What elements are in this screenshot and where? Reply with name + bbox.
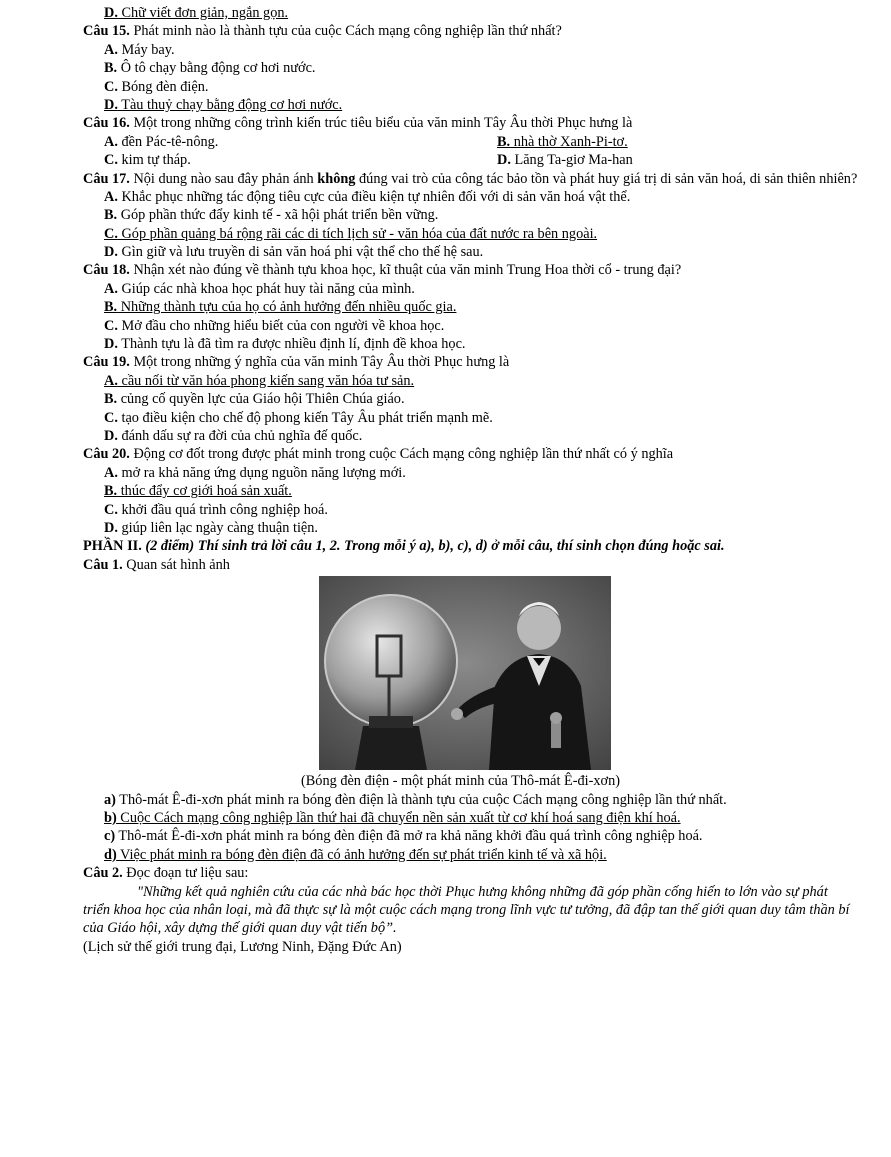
q20-option-a — [0, 464, 891, 482]
q17-option-d — [0, 243, 891, 261]
option-text: Mở đầu cho những hiểu biết của con người về khoa học. — [117, 317, 445, 334]
option-label: C. — [104, 317, 118, 334]
option-label: B. — [104, 60, 118, 77]
option-text: Ô tô chạy bằng động cơ hơi nước. — [117, 60, 316, 77]
option-label: B. — [104, 483, 118, 500]
option-text: Những thành tựu của họ có ảnh hưởng đến nhiều quốc gia. — [117, 299, 457, 316]
option-label: D. — [104, 336, 118, 353]
p2q1-statement-d — [0, 846, 891, 864]
option-text: Thành tựu là đã tìm ra được nhiều định lí, định đề khoa học. — [117, 336, 466, 353]
question-emphasis: không — [317, 170, 356, 187]
part-2-header — [0, 537, 891, 555]
option-label: B. — [104, 391, 118, 408]
statement-label: b) — [104, 809, 117, 826]
statement-text: Cuộc Cách mạng công nghiệp lần thứ hai đã chuyển nền sản xuất từ cơ khí hoá sang điện khí hoá. — [116, 809, 681, 826]
p2q1-statement-c — [0, 827, 891, 845]
q17-option-b — [0, 206, 891, 224]
question-text: Một trong những ý nghĩa của văn minh Tây Âu thời Phục hưng là — [129, 354, 510, 371]
option-text: cầu nối từ văn hóa phong kiến sang văn hóa tư sản. — [117, 372, 415, 389]
q16-option-d — [497, 151, 633, 169]
option-label: C. — [104, 409, 118, 426]
option-label: C. — [104, 225, 118, 242]
option-label: D. — [497, 152, 511, 169]
option-text: kim tự tháp. — [117, 152, 191, 169]
question-label: Câu 16. — [83, 115, 130, 132]
source-quote: "Những kết quả nghiên cứu của các nhà bác học thời Phục hưng không những đã góp phần cống hiến to lớn vào sự phát triển khoa học của nhân loại, mà đã thực sự là một cuộc cách mạng trong lĩnh vực tư tưởng, đã đập tan thế giới quan duy tâm thần bí của Giáo hội, xây dựng thế giới quan duy vật tiến bộ”. — [83, 883, 850, 937]
option-label: A. — [104, 133, 118, 150]
q18-option-d — [0, 335, 891, 353]
q18-option-a — [0, 280, 891, 298]
p2q1-statement-b — [0, 809, 891, 827]
question-label: Câu 15. — [83, 23, 130, 40]
option-label: A. — [104, 188, 118, 205]
statement-label: d) — [104, 846, 117, 863]
option-text: Giúp các nhà khoa học phát huy tài năng của mình. — [117, 280, 415, 297]
q15-option-b — [0, 59, 891, 77]
option-text: đền Pác-tê-nông. — [117, 133, 219, 150]
quote-source: (Lịch sử thế giới trung đại, Lương Ninh, Đặng Đức An) — [83, 938, 402, 955]
question-15 — [0, 22, 891, 40]
part-title: PHẦN II. — [83, 538, 142, 555]
q19-option-a — [0, 372, 891, 390]
question-label: Câu 17. — [83, 170, 130, 187]
figure-block — [0, 576, 891, 772]
statement-text: Thô-mát Ê-đi-xơn phát minh ra bóng đèn điện đã mở ra khả năng khởi đầu quá trình công nghiệp hoá. — [115, 828, 703, 845]
option-text: Chữ viết đơn giản, ngắn gọn. — [117, 5, 289, 21]
q16-option-a — [104, 133, 218, 151]
part2-question-1 — [0, 556, 891, 574]
question-text: Phát minh nào là thành tựu của cuộc Cách mạng công nghiệp lần thứ nhất? — [129, 23, 562, 40]
option-text: khởi đầu quá trình công nghiệp hoá. — [117, 501, 328, 518]
option-text: Máy bay. — [117, 41, 175, 58]
exam-page — [0, 4, 891, 956]
option-label: A. — [104, 41, 118, 58]
option-label: D. — [104, 5, 118, 21]
q19-option-b — [0, 390, 891, 408]
option-text: củng cố quyền lực của Giáo hội Thiên Chúa giáo. — [117, 391, 405, 408]
option-text: Bóng đèn điện. — [117, 78, 209, 95]
question-text: Nhận xét nào đúng về thành tựu khoa học, kĩ thuật của văn minh Trung Hoa thời cổ - trung đại? — [129, 262, 682, 279]
option-label: C. — [104, 78, 118, 95]
option-text: Góp phần quảng bá rộng rãi các di tích lịch sử - văn hóa của đất nước ra bên ngoài. — [117, 225, 598, 242]
option-label: B. — [104, 299, 118, 316]
question-16 — [0, 114, 891, 132]
part2-question-2 — [0, 864, 891, 882]
option-text: Góp phần thức đẩy kinh tế - xã hội phát triển bền vững. — [117, 207, 439, 224]
option-label: B. — [104, 207, 118, 224]
option-text: Gìn giữ và lưu truyền di sản văn hoá phi vật thể cho thế hệ sau. — [117, 244, 484, 261]
option-text: Lăng Ta-giơ Ma-han — [510, 152, 633, 169]
figure-caption: (Bóng đèn điện - một phát minh của Thô-mát Ê-đi-xơn) — [301, 773, 620, 790]
q20-option-b — [0, 482, 891, 500]
edison-photo — [319, 576, 611, 770]
statement-text: Việc phát minh ra bóng đèn điện đã có ảnh hưởng đến sự phát triển kinh tế và xã hội. — [116, 846, 607, 863]
question-18 — [0, 261, 891, 279]
option-label: D. — [104, 96, 118, 113]
question-label: Câu 1. — [83, 556, 123, 573]
option-text: Khắc phục những tác động tiêu cực của điều kiện tự nhiên đối với di sản văn hoá vật thể. — [117, 188, 631, 205]
q16-option-b — [497, 133, 628, 151]
p2q1-statement-a — [0, 791, 891, 809]
option-text: mở ra khả năng ứng dụng nguồn năng lượng mới. — [117, 464, 406, 481]
q20-option-c — [0, 501, 891, 519]
option-text: nhà thờ Xanh-Pi-tơ. — [510, 133, 628, 150]
part-instruction: (2 điểm) Thí sinh trả lời câu 1, 2. Trong mỗi ý a), b), c), d) ở mỗi câu, thí sinh chọn đúng hoặc sai. — [141, 538, 725, 555]
statement-label: c) — [104, 828, 116, 845]
statement-text: Thô-mát Ê-đi-xơn phát minh ra bóng đèn điện là thành tựu của cuộc Cách mạng công nghiệp lần thứ nhất. — [115, 791, 727, 808]
question-label: Câu 19. — [83, 354, 130, 371]
option-label: C. — [104, 152, 118, 169]
option-label: D. — [104, 519, 118, 536]
q20-option-d — [0, 519, 891, 537]
option-text: Tàu thuỷ chạy bằng động cơ hơi nước. — [117, 96, 343, 113]
q18-option-b — [0, 298, 891, 316]
q16-options-row-2 — [0, 151, 891, 169]
question-text: Nội dung nào sau đây phản ánh — [129, 170, 318, 187]
question-text: Động cơ đốt trong được phát minh trong cuộc Cách mạng công nghiệp lần thứ nhất có ý nghĩa — [129, 446, 674, 463]
question-text-rest: đúng vai trò của công tác bảo tồn và phát huy giá trị di sản văn hoá, di sản thiên nhiên? — [355, 170, 858, 187]
question-19 — [0, 353, 891, 371]
question-label: Câu 2. — [83, 865, 123, 882]
option-label: B. — [497, 133, 511, 150]
top-option-d — [0, 4, 891, 22]
question-text: Đọc đoạn tư liệu sau: — [122, 865, 249, 882]
q17-option-a — [0, 188, 891, 206]
question-label: Câu 20. — [83, 446, 130, 463]
q16-options-row-1 — [0, 133, 891, 151]
option-label: A. — [104, 372, 118, 389]
option-label: A. — [104, 464, 118, 481]
question-20 — [0, 445, 891, 463]
q19-option-c — [0, 409, 891, 427]
option-label: D. — [104, 428, 118, 444]
question-label: Câu 18. — [83, 262, 130, 279]
q16-option-c — [104, 151, 191, 169]
option-text: đánh dấu sự ra đời của chủ nghĩa đế quốc. — [117, 428, 363, 444]
option-label: C. — [104, 501, 118, 518]
statement-label: a) — [104, 791, 116, 808]
q15-option-d — [0, 96, 891, 114]
q15-option-a — [0, 41, 891, 59]
q17-option-c — [0, 225, 891, 243]
option-label: A. — [104, 280, 118, 297]
option-text: thúc đẩy cơ giới hoá sản xuất. — [117, 483, 292, 500]
option-text: giúp liên lạc ngày càng thuận tiện. — [117, 519, 318, 536]
question-text: Quan sát hình ảnh — [122, 556, 230, 573]
q18-option-c — [0, 317, 891, 335]
edison-photo-image — [319, 576, 611, 770]
q15-option-c — [0, 78, 891, 96]
q19-option-d — [0, 427, 891, 445]
question-17 — [0, 170, 891, 188]
option-label: D. — [104, 244, 118, 261]
option-text: tạo điều kiện cho chế độ phong kiến Tây Âu phát triển mạnh mẽ. — [117, 409, 493, 426]
question-text: Một trong những công trình kiến trúc tiêu biểu của văn minh Tây Âu thời Phục hưng là — [129, 115, 633, 132]
